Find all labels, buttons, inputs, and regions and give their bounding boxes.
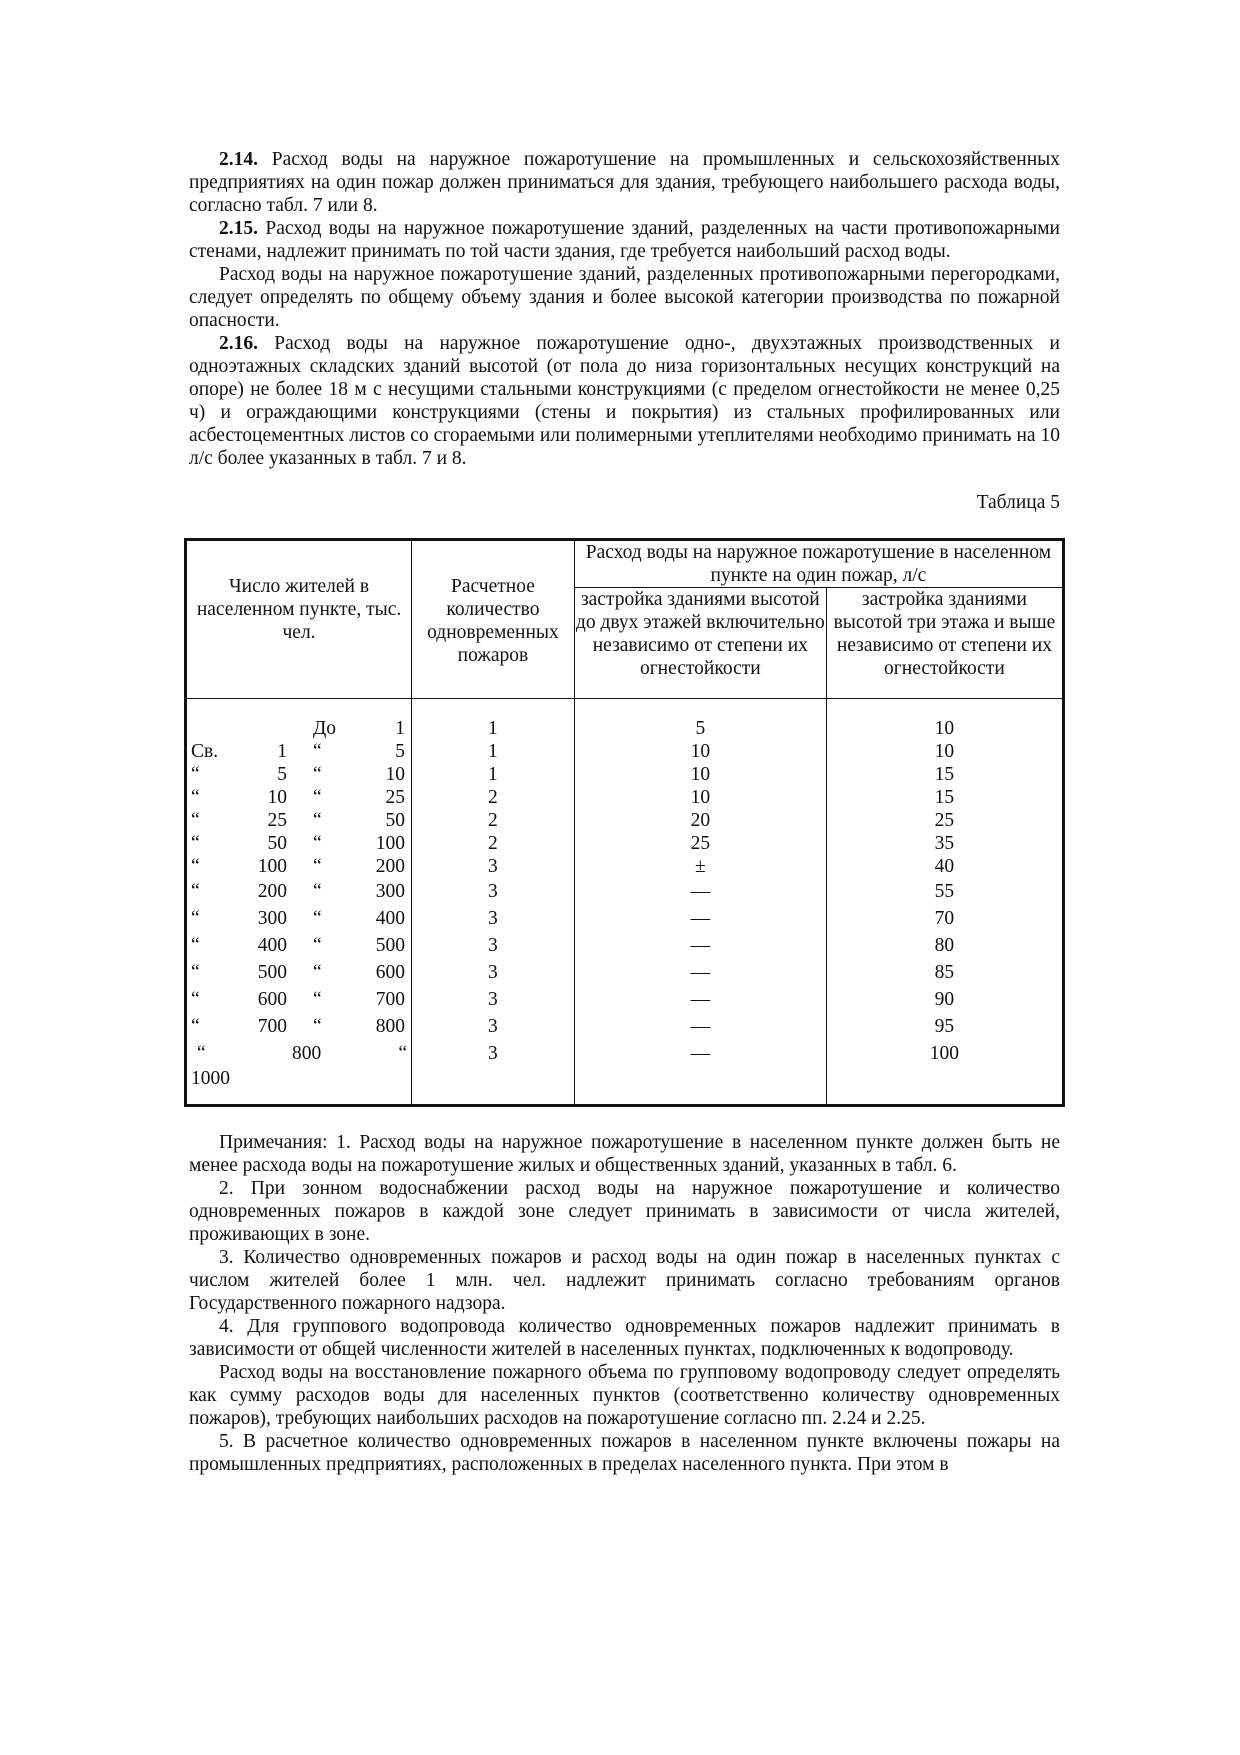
range-b: 800	[375, 1016, 406, 1037]
residents-range	[187, 832, 411, 855]
table-caption: Таблица 5	[976, 492, 1060, 513]
fires-count: 3	[488, 881, 498, 902]
range-pre: “	[191, 962, 200, 983]
paragraph-text: Расход воды на наружное пожаротушение на промышленных и сельскохозяйственных предприятиях на один пожар должен приниматься для здания, требующего наибольшего расхода воды, согласно табл. 7 или 8.	[189, 149, 1060, 216]
range-q: “	[313, 962, 322, 983]
flow-high-rise: 10	[934, 718, 955, 739]
range-q: “	[398, 1043, 408, 1064]
residents-range	[187, 932, 411, 959]
residents-range	[187, 959, 411, 986]
flow-high-rise: 70	[934, 908, 955, 929]
range-pre: “	[191, 935, 200, 956]
header-water-flow: Расход воды на наружное пожаротушение в населенном пункте на один пожар, л/с	[574, 540, 1063, 588]
residents-column	[186, 699, 412, 1106]
fires-count: 1	[488, 741, 498, 762]
range-a: 10	[267, 787, 288, 808]
note-2: 2. При зонном водоснабжении расход воды на наружное пожаротушение и количество одновременных пожаров в каждой зоне следует принимать в зависимости от числа жителей, проживающих в зоне.	[189, 1178, 1060, 1245]
residents-range	[187, 986, 411, 1013]
range-a: 600	[257, 989, 288, 1010]
residents-range	[187, 763, 411, 786]
flow-high-rise: 15	[934, 787, 955, 808]
range-q: “	[313, 881, 322, 902]
table-5	[184, 538, 1065, 1107]
range-b: 300	[375, 881, 406, 902]
fires-count: 3	[488, 856, 498, 877]
clause-number: 2.16.	[219, 333, 258, 354]
flow-high-rise: 95	[934, 1016, 955, 1037]
range-pre: “	[191, 833, 200, 854]
paragraph-2-15-cont	[189, 263, 1060, 332]
high-rise-column	[826, 699, 1063, 1106]
range-pre: “	[191, 989, 200, 1010]
residents-range	[187, 786, 411, 809]
range-a: 700	[257, 1016, 288, 1037]
flow-high-rise: 35	[934, 833, 955, 854]
range-q: “	[313, 935, 322, 956]
header-residents: Число жителей в населенном пункте, тыс. чел.	[186, 540, 412, 699]
range-a: 300	[257, 908, 288, 929]
residents-range	[187, 717, 411, 740]
residents-range	[187, 1040, 411, 1067]
range-a: 400	[257, 935, 288, 956]
flow-low-rise: —	[690, 935, 711, 956]
note-4: 4. Для группового водопровода количество одновременных пожаров надлежит принимать в зависимости от общей численности жителей в населенных пунктах, подключенных к водопроводу.	[189, 1316, 1060, 1360]
range-pre: “	[191, 810, 200, 831]
fires-count: 3	[488, 989, 498, 1010]
note-5: 5. В расчетное количество одновременных пожаров в населенном пункте включены пожары на промышленных предприятиях, расположенных в пределах населенного пункта. При этом в	[189, 1431, 1060, 1475]
range-q: “	[313, 741, 322, 762]
range-q: “	[313, 989, 322, 1010]
header-fires: Расчетное количество одновременных пожаров	[412, 540, 575, 699]
range-b: 5	[395, 741, 406, 762]
range-a: 1	[277, 741, 288, 762]
flow-high-rise: 10	[934, 741, 955, 762]
flow-high-rise: 15	[934, 764, 955, 785]
flow-high-rise: 100	[929, 1043, 960, 1064]
fires-count: 3	[488, 935, 498, 956]
fires-column	[412, 699, 575, 1106]
range-b: 400	[375, 908, 406, 929]
paragraph-text: Расход воды на наружное пожаротушение зданий, разделенных на части противопожарными стенами, надлежит принимать по той части здания, где требуется наибольший расход воды.	[189, 218, 1060, 262]
range-q: “	[313, 1016, 322, 1037]
range-continuation: 1000	[191, 1068, 230, 1089]
range-b: 200	[375, 856, 406, 877]
flow-low-rise: —	[690, 1016, 711, 1037]
range-b: 25	[385, 787, 406, 808]
flow-high-rise: 55	[934, 881, 955, 902]
flow-low-rise: 10	[690, 764, 711, 785]
paragraph-text: Расход воды на наружное пожаротушение зданий, разделенных противопожарными перегородками, следует определять по общему объему здания и более высокой категории производства по пожарной опасности.	[189, 264, 1060, 331]
note-4-cont: Расход воды на восстановление пожарного объема по групповому водопроводу следует определять как сумму расходов воды для населенных пунктов (соответственно количеству одновременных пожаров), требующих наибольших расходов на пожаротушение согласно пп. 2.24 и 2.25.	[189, 1362, 1060, 1429]
clause-number: 2.15.	[219, 218, 258, 239]
range-pre: “	[197, 1043, 206, 1064]
fires-count: 3	[488, 1043, 498, 1064]
flow-low-rise: ±	[694, 856, 706, 877]
residents-range	[187, 1013, 411, 1040]
range-q: “	[313, 764, 322, 785]
residents-range	[187, 878, 411, 905]
fires-count: 2	[488, 833, 498, 854]
flow-low-rise: —	[690, 989, 711, 1010]
notes-section	[189, 1131, 1060, 1476]
range-b: 600	[375, 962, 406, 983]
fires-count: 2	[488, 787, 498, 808]
range-b: 700	[375, 989, 406, 1010]
document-page	[189, 148, 1060, 1476]
range-pre: “	[191, 908, 200, 929]
range-a: 50	[267, 833, 288, 854]
flow-high-rise: 80	[934, 935, 955, 956]
fires-count: 3	[488, 962, 498, 983]
range-b: 1	[395, 718, 406, 739]
residents-range	[187, 855, 411, 878]
flow-high-rise: 90	[934, 989, 955, 1010]
range-pre: “	[191, 764, 200, 785]
range-q: До	[313, 718, 337, 739]
flow-low-rise: —	[690, 1043, 711, 1064]
range-pre: “	[191, 856, 200, 877]
fires-count: 3	[488, 1016, 498, 1037]
note-1: Примечания: 1. Расход воды на наружное пожаротушение в населенном пункте должен быть не менее расхода воды на пожаротушение жилых и общественных зданий, указанных в табл. 6.	[189, 1132, 1060, 1176]
flow-high-rise: 25	[934, 810, 955, 831]
flow-low-rise: 5	[695, 718, 706, 739]
flow-low-rise: 25	[690, 833, 711, 854]
header-low-rise: застройка зданиями высотой до двух этажей включительно независимо от степени их огнестойкости	[574, 588, 826, 699]
paragraph-2-14	[189, 148, 1060, 217]
range-q: “	[313, 833, 322, 854]
table-body-row	[186, 699, 1064, 1106]
flow-low-rise: 20	[690, 810, 711, 831]
low-rise-column	[574, 699, 826, 1106]
range-b: 500	[375, 935, 406, 956]
residents-range	[187, 809, 411, 832]
flow-high-rise: 40	[934, 856, 955, 877]
range-a: 25	[267, 810, 288, 831]
residents-range	[187, 905, 411, 932]
paragraph-2-16	[189, 332, 1060, 470]
top-section	[189, 148, 1060, 470]
table-header-row	[186, 540, 1064, 588]
fires-count: 1	[488, 764, 498, 785]
header-high-rise: застройка зданиями высотой три этажа и выше независимо от степени их огнестойкости	[826, 588, 1063, 699]
flow-low-rise: —	[690, 908, 711, 929]
range-pre: “	[191, 1016, 200, 1037]
fires-count: 3	[488, 908, 498, 929]
flow-low-rise: 10	[690, 787, 711, 808]
range-a: 100	[257, 856, 288, 877]
flow-low-rise: —	[690, 881, 711, 902]
range-a: 800	[292, 1043, 322, 1064]
range-pre: Св.	[191, 741, 219, 762]
range-pre: “	[191, 787, 200, 808]
range-q: “	[313, 787, 322, 808]
flow-high-rise: 85	[934, 962, 955, 983]
residents-range	[187, 740, 411, 763]
range-q: “	[313, 810, 322, 831]
note-3: 3. Количество одновременных пожаров и расход воды на один пожар в населенных пунктах с числом жителей более 1 млн. чел. надлежит принимать согласно требованиям органов Государственного пожарного надзора.	[189, 1247, 1060, 1314]
range-b: 100	[375, 833, 406, 854]
range-b: 50	[385, 810, 406, 831]
range-pre: “	[191, 881, 200, 902]
fires-count: 1	[488, 718, 498, 739]
flow-low-rise: 10	[690, 741, 711, 762]
flow-low-rise: —	[690, 962, 711, 983]
clause-number: 2.14.	[219, 149, 258, 170]
range-b: 10	[385, 764, 406, 785]
range-a: 5	[277, 764, 288, 785]
range-a: 500	[257, 962, 288, 983]
fires-count: 2	[488, 810, 498, 831]
paragraph-text: Расход воды на наружное пожаротушение одно-, двухэтажных производственных и одноэтажных складских зданий высотой (от пола до низа горизонтальных несущих конструкций на опоре) не более 18 м с несущими стальными конструкциями (с пределом огнестойкости не менее 0,25 ч) и ограждающими конструкциями (стены и покрытия) из стальных профилированных или асбестоцементных листов со сгораемыми или полимерными утеплителями необходимо принимать на 10 л/с более указанных в табл. 7 и 8.	[189, 333, 1060, 469]
paragraph-2-15	[189, 217, 1060, 263]
range-a: 200	[257, 881, 288, 902]
range-q: “	[313, 856, 322, 877]
range-q: “	[313, 908, 322, 929]
